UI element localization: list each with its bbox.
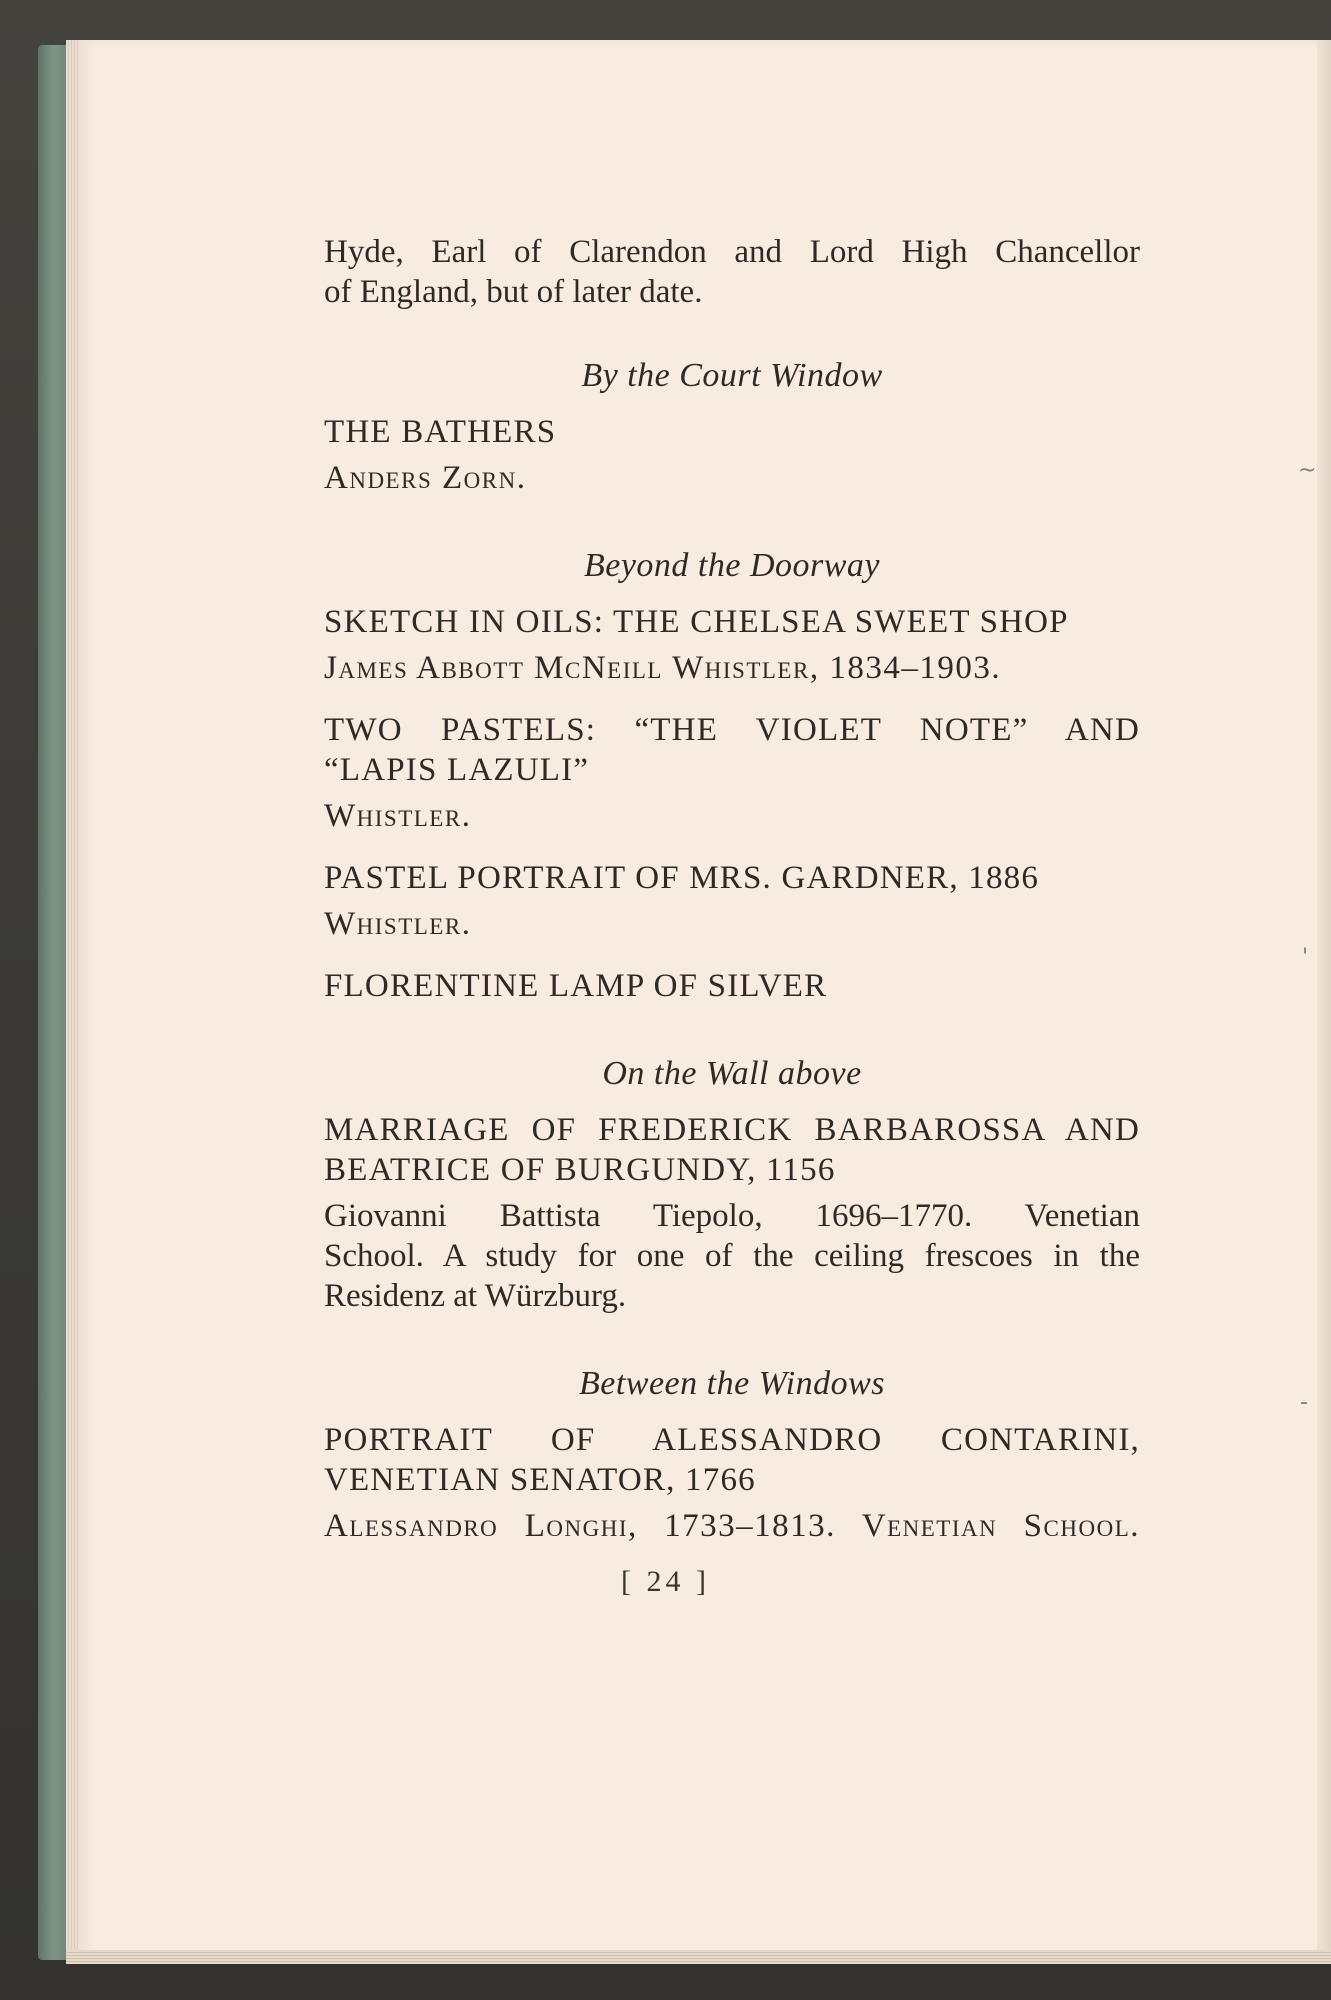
margin-mark: ~ xyxy=(1298,458,1317,483)
artist-name: Whistler. xyxy=(324,906,472,942)
page-right-edge xyxy=(1317,40,1331,1950)
artist-name: Alessandro Longhi, 1733–1813. Venetian School. xyxy=(324,1508,1140,1544)
artwork-title: PASTEL PORTRAIT OF MRS. GARDNER, 1886 xyxy=(324,860,1040,896)
page-bottom-edge xyxy=(66,1950,1331,1964)
artwork-title: TWO PASTELS: “THE VIOLET NOTE” AND xyxy=(324,712,1140,748)
artwork-title: VENETIAN SENATOR, 1766 xyxy=(324,1462,756,1498)
artist-name: James Abbott McNeill Whistler, 1834–1903. xyxy=(324,650,1002,686)
artwork-title: MARRIAGE OF FREDERICK BARBAROSSA AND xyxy=(324,1112,1140,1148)
margin-mark: ' xyxy=(1302,945,1309,970)
artwork-title: BEATRICE OF BURGUNDY, 1156 xyxy=(324,1152,836,1188)
page-text xyxy=(324,232,1140,1546)
section-heading: By the Court Window xyxy=(581,357,883,394)
artwork-description: Giovanni Battista Tiepolo, 1696–1770. Venetian xyxy=(324,1198,1140,1234)
page-number: [ 24 ] xyxy=(621,1565,710,1598)
continuation-line: Hyde, Earl of Clarendon and Lord High Chancellor xyxy=(324,234,1140,270)
section-heading: Beyond the Doorway xyxy=(583,547,881,584)
artwork-title: SKETCH IN OILS: THE CHELSEA SWEET SHOP xyxy=(324,604,1069,640)
artwork-description: School. A study for one of the ceiling frescoes in the xyxy=(324,1238,1140,1274)
section-heading: Between the Windows xyxy=(578,1365,885,1402)
artist-name: Anders Zorn. xyxy=(324,460,527,496)
section-heading: On the Wall above xyxy=(602,1055,862,1092)
artwork-title: THE BATHERS xyxy=(324,414,557,450)
artist-name: Whistler. xyxy=(324,798,472,834)
artwork-title: PORTRAIT OF ALESSANDRO CONTARINI, xyxy=(324,1422,1140,1458)
margin-mark: - xyxy=(1300,1390,1308,1415)
continuation-line: of England, but of later date. xyxy=(324,274,703,310)
artwork-title: FLORENTINE LAMP OF SILVER xyxy=(324,968,828,1004)
artwork-title: “LAPIS LAZULI” xyxy=(324,752,590,788)
artwork-description: Residenz at Würzburg. xyxy=(324,1278,627,1314)
